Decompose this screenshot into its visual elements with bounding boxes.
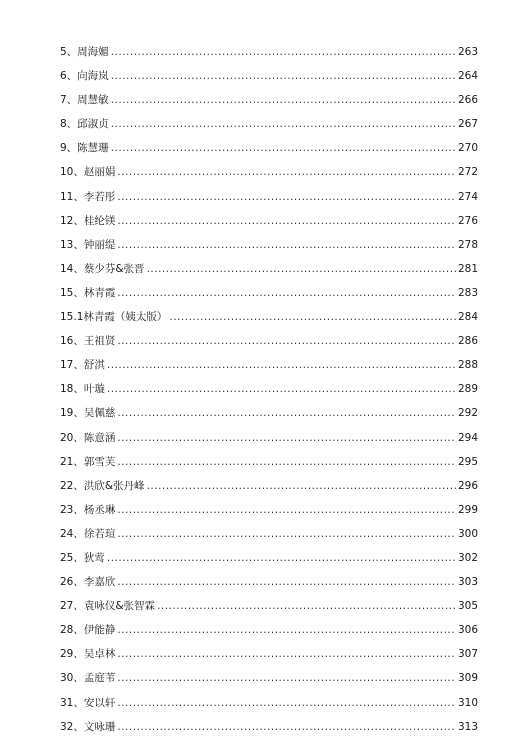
toc-entry-page-number: 283 — [457, 286, 478, 299]
toc-entry[interactable] — [60, 642, 478, 666]
dot-leader — [117, 450, 456, 474]
dot-leader — [111, 88, 456, 112]
toc-entry-page-number: 286 — [457, 335, 478, 348]
toc-entry-title: 26、李嘉欣 — [60, 576, 116, 589]
dot-leader — [117, 498, 456, 522]
dot-leader — [111, 40, 456, 64]
dot-leader — [117, 160, 456, 184]
toc-entry-title: 32、文咏珊 — [60, 720, 116, 733]
dot-leader — [147, 474, 456, 498]
toc-entry[interactable] — [60, 618, 478, 642]
dot-leader — [117, 209, 456, 233]
toc-entry-page-number: 303 — [457, 576, 478, 589]
dot-leader — [117, 185, 456, 209]
toc-entry[interactable] — [60, 185, 478, 209]
toc-entry[interactable] — [60, 305, 478, 329]
toc-entry[interactable] — [60, 474, 478, 498]
dot-leader — [117, 426, 456, 450]
toc-entry-page-number: 305 — [457, 600, 478, 613]
toc-entry[interactable] — [60, 570, 478, 594]
toc-entry-title: 16、王祖贤 — [60, 335, 116, 348]
toc-entry-page-number: 276 — [457, 214, 478, 227]
dot-leader — [111, 64, 456, 88]
toc-entry[interactable] — [60, 691, 478, 715]
toc-entry[interactable] — [60, 329, 478, 353]
toc-entry[interactable] — [60, 112, 478, 136]
toc-entry-title: 15.1林青霞（姨太版） — [60, 311, 168, 324]
dot-leader — [107, 353, 456, 377]
toc-entry-page-number: 272 — [457, 166, 478, 179]
toc-entry[interactable] — [60, 522, 478, 546]
toc-entry-title: 13、钟丽缇 — [60, 238, 116, 251]
toc-entry[interactable] — [60, 715, 478, 739]
toc-entry-title: 18、叶璇 — [60, 383, 105, 396]
toc-entry-title: 19、吴佩慈 — [60, 407, 116, 420]
toc-entry[interactable] — [60, 401, 478, 425]
toc-entry-title: 28、伊能静 — [60, 624, 116, 637]
dot-leader — [117, 691, 456, 715]
toc-entry-page-number: 278 — [457, 238, 478, 251]
toc-entry-title: 12、桂纶镁 — [60, 214, 116, 227]
dot-leader — [111, 112, 456, 136]
toc-entry[interactable] — [60, 594, 478, 618]
toc-entry-title: 31、安以轩 — [60, 696, 116, 709]
toc-entry-title: 17、舒淇 — [60, 359, 105, 372]
toc-entry-page-number: 313 — [457, 720, 478, 733]
table-of-contents — [60, 40, 478, 739]
toc-entry-page-number: 270 — [457, 142, 478, 155]
toc-entry-title: 24、徐若瑄 — [60, 527, 116, 540]
toc-entry[interactable] — [60, 40, 478, 64]
dot-leader — [117, 522, 456, 546]
dot-leader — [117, 329, 456, 353]
toc-entry-title: 9、陈慧珊 — [60, 142, 109, 155]
dot-leader — [117, 233, 456, 257]
dot-leader — [117, 281, 456, 305]
toc-entry[interactable] — [60, 136, 478, 160]
toc-entry-page-number: 295 — [457, 455, 478, 468]
toc-entry-page-number: 289 — [457, 383, 478, 396]
toc-entry-title: 11、李若彤 — [60, 190, 116, 203]
toc-entry-title: 25、狄莺 — [60, 551, 105, 564]
toc-entry-title: 5、周海媚 — [60, 46, 109, 58]
dot-leader — [117, 642, 456, 666]
toc-entry[interactable] — [60, 257, 478, 281]
dot-leader — [117, 715, 456, 739]
toc-entry-page-number: 306 — [457, 624, 478, 637]
toc-entry-title: 6、向海岚 — [60, 70, 109, 83]
toc-entry-page-number: 281 — [457, 262, 478, 275]
toc-entry[interactable] — [60, 209, 478, 233]
toc-entry[interactable] — [60, 546, 478, 570]
dot-leader — [117, 401, 456, 425]
toc-entry-title: 15、林青霞 — [60, 286, 116, 299]
dot-leader — [169, 305, 456, 329]
toc-entry-page-number: 310 — [457, 696, 478, 709]
toc-entry[interactable] — [60, 88, 478, 112]
toc-entry-page-number: 307 — [457, 648, 478, 661]
dot-leader — [117, 618, 456, 642]
toc-entry[interactable] — [60, 426, 478, 450]
toc-entry-title: 10、赵丽娟 — [60, 166, 116, 179]
toc-entry[interactable] — [60, 64, 478, 88]
dot-leader — [107, 377, 456, 401]
toc-entry-title: 7、周慧敏 — [60, 94, 109, 107]
toc-entry[interactable] — [60, 233, 478, 257]
dot-leader — [147, 257, 456, 281]
dot-leader — [117, 666, 456, 690]
toc-entry-title: 29、吴卓林 — [60, 648, 116, 661]
toc-entry-page-number: 284 — [457, 311, 478, 324]
toc-entry-title: 30、孟庭苇 — [60, 672, 116, 685]
toc-entry[interactable] — [60, 281, 478, 305]
toc-entry-title: 8、邱淑贞 — [60, 118, 109, 131]
toc-entry[interactable] — [60, 450, 478, 474]
toc-entry-title: 27、袁咏仪&张智霖 — [60, 600, 156, 613]
toc-entry-page-number: 294 — [457, 431, 478, 444]
dot-leader — [157, 594, 456, 618]
toc-entry[interactable] — [60, 666, 478, 690]
toc-entry-page-number: 299 — [457, 503, 478, 516]
dot-leader — [111, 136, 456, 160]
toc-entry-title: 20、陈意涵 — [60, 431, 116, 444]
toc-entry-title: 22、洪欣&张丹峰 — [60, 479, 145, 492]
toc-entry[interactable] — [60, 353, 478, 377]
dot-leader — [117, 570, 456, 594]
toc-entry-page-number: 300 — [457, 527, 478, 540]
toc-entry-page-number: 274 — [457, 190, 478, 203]
toc-entry[interactable] — [60, 498, 478, 522]
toc-entry-page-number: 264 — [457, 70, 478, 83]
toc-entry-page-number: 263 — [457, 46, 478, 58]
toc-entry-page-number: 266 — [457, 94, 478, 107]
toc-entry-title: 21、郭雪芙 — [60, 455, 116, 468]
toc-entry-page-number: 292 — [457, 407, 478, 420]
toc-entry-page-number: 302 — [457, 551, 478, 564]
dot-leader — [107, 546, 456, 570]
toc-entry-page-number: 309 — [457, 672, 478, 685]
toc-entry-title: 23、杨丞琳 — [60, 503, 116, 516]
toc-entry-page-number: 288 — [457, 359, 478, 372]
toc-entry[interactable] — [60, 377, 478, 401]
toc-entry-page-number: 296 — [457, 479, 478, 492]
toc-entry-title: 14、蔡少芬&张晋 — [60, 262, 145, 275]
toc-entry-page-number: 267 — [457, 118, 478, 131]
toc-entry[interactable] — [60, 160, 478, 184]
